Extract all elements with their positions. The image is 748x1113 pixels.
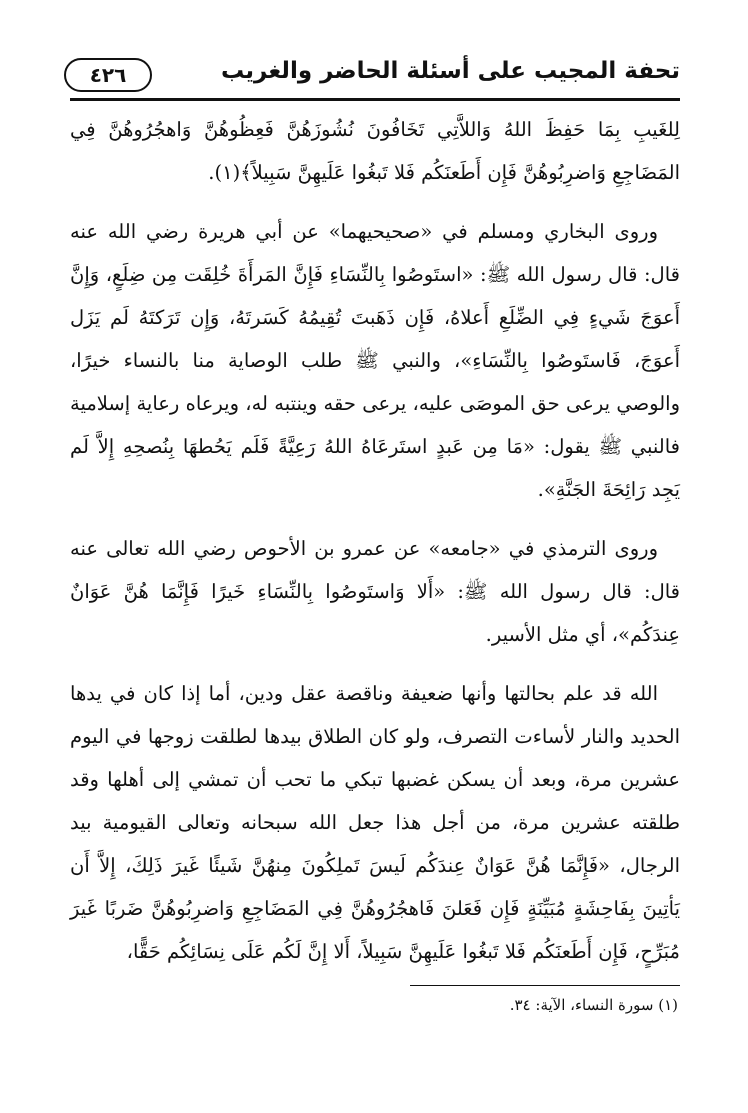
running-header xyxy=(70,52,680,96)
paragraph-commentary: الله قد علم بحالتها وأنها ضعيفة وناقصة عقل ودين، أما إذا كان في يدها الحديد والنار لأساءت التصرف، ولو كان الطلاق بيدها لطلقت زوجها في اليوم عشرين مرة، وبعد أن يسكن غضبها تبكي ما تحب أن تمشي إلى أهلها وقد طلقته عشرين مرة، من أجل هذا جعل الله سبحانه وتعالى القيومية بيد الرجال، «فَإِنَّمَا هُنَّ عَوَانٌ عِندَكُم لَيسَ تَملِكُونَ مِنهُنَّ شَيئًا غَيرَ ذَلِكَ، إِلاَّ أَن يَأتِينَ بِفَاحِشَةٍ مُبَيِّنَةٍ فَإِن فَعَلنَ فَاهجُرُوهُنَّ فِي المَضَاجِعِ وَاضرِبُوهُنَّ ضَربًا غَيرَ مُبَرِّحٍ، فَإِن أَطَعنَكُم فَلا تَبغُوا عَلَيهِنَّ سَبِيلاً، أَلا إِنَّ لَكُم عَلَى نِسَائِكُم حَقًّا، xyxy=(70,682,680,963)
paragraph-bukhari-hadith: وروى البخاري ومسلم في «صحيحيهما» عن أبي هريرة رضي الله عنه قال: قال رسول الله ﷺ: «استَوصُوا بِالنِّسَاءِ فَإِنَّ المَرأَةَ خُلِقَت مِن ضِلَعٍ، وَإِنَّ أَعوَجَ شَيءٍ فِي الضِّلَعِ أَعلاهُ، فَإِن ذَهَبتَ تُقِيمُهُ كَسَرتَهُ، وَإِن تَرَكتَهُ لَم يَزَل أَعوَجَ، فَاستَوصُوا بِالنِّسَاءِ»، والنبي ﷺ طلب الوصاية منا بالنساء خيرًا، والوصي يرعى حق الموصَى عليه، يرعى حقه وينتبه له، ويرعاه رعاية إسلامية فالنبي ﷺ يقول: «مَا مِن عَبدٍ استَرعَاهُ اللهُ رَعِيَّةً فَلَم يَحُطهَا بِنُصحِهِ إِلاَّ لَم يَجِد رَائِحَةَ الجَنَّةِ». xyxy=(70,220,680,501)
footnote: (١) سورة النساء، الآية: ٣٤. xyxy=(509,996,678,1014)
footnote-divider xyxy=(410,985,680,986)
paragraph-quran-verse: لِلغَيبِ بِمَا حَفِظَ اللهُ وَاللاَّتِي تَخَافُونَ نُشُوزَهُنَّ فَعِظُوهُنَّ وَاهجُرُوهُنَّ فِي المَضَاجِعِ وَاضرِبُوهُنَّ فَإِن أَطَعنَكُم فَلا تَبغُوا عَلَيهِنَّ سَبِيلاً﴾(١). xyxy=(70,118,680,184)
book-title: تحفة المجيب على أسئلة الحاضر والغريب xyxy=(221,58,680,84)
header-divider xyxy=(70,98,680,101)
main-text xyxy=(70,108,680,989)
page-number-badge xyxy=(64,58,152,92)
paragraph-tirmidhi-hadith: وروى الترمذي في «جامعه» عن عمرو بن الأحوص رضي الله تعالى عنه قال: قال رسول الله ﷺ: «أَلا وَاستَوصُوا بِالنِّسَاءِ خَيرًا فَإِنَّمَا هُنَّ عَوَانٌ عِندَكُم»، أي مثل الأسير. xyxy=(70,537,680,646)
page-number: ٤٢٦ xyxy=(89,63,127,87)
